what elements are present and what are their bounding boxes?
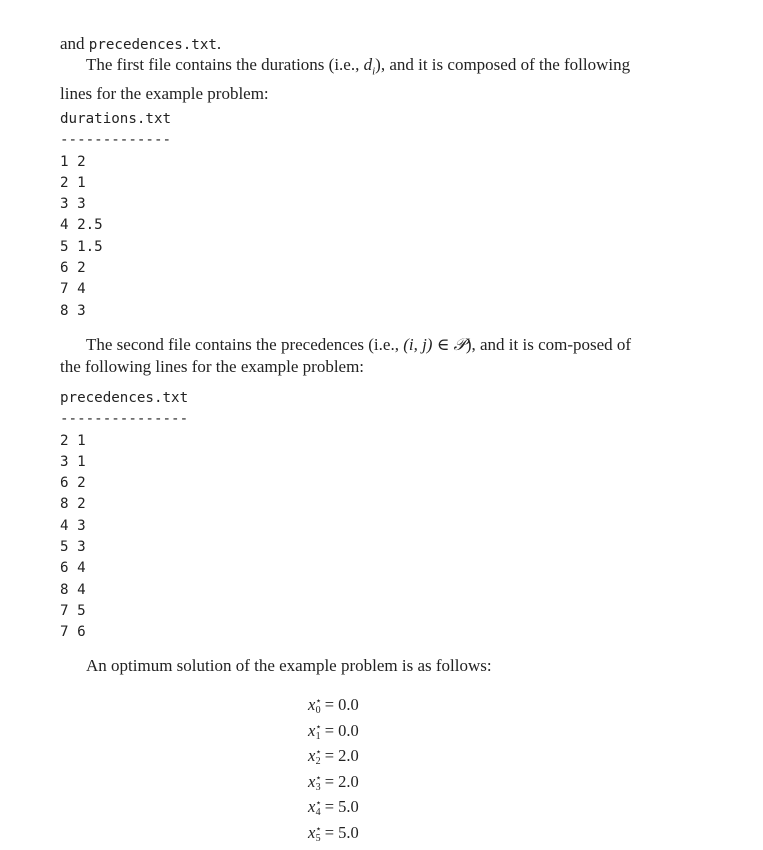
solution-star: ⋆	[315, 721, 322, 733]
solution-equation: $x^⋆_0 = 0.0$	[308, 695, 359, 716]
solution-index: 3	[315, 781, 321, 793]
durations-lines	[60, 152, 171, 322]
intro-text-before: and	[60, 34, 89, 53]
solution-variable: x	[308, 695, 316, 714]
solution-equations	[308, 691, 359, 845]
paragraph2-text-b: ), and it is com-posed of the following lines for the example problem:	[60, 335, 632, 376]
solution-equation: $x^⋆_3 = 2.0$	[308, 771, 359, 793]
durations-separator: -------------	[60, 132, 172, 149]
solution-star: ⋆	[315, 747, 322, 759]
intro-file-name: precedences.txt	[88, 37, 217, 53]
durations-line: 1 2	[60, 153, 86, 170]
durations-line: 7 4	[60, 281, 86, 298]
precedences-line: 7 5	[60, 602, 86, 619]
solution-value: 5.0	[338, 822, 359, 842]
solution-value: 5.0	[338, 797, 359, 817]
precedences-line: 8 2	[60, 496, 86, 513]
precedences-line: 8 4	[60, 581, 86, 598]
solution-star: ⋆	[315, 696, 322, 707]
solution-index: 4	[315, 807, 321, 819]
durations-line: 6 2	[60, 260, 86, 277]
precedences-line: 5 3	[60, 539, 86, 556]
solution-variable: x	[308, 720, 316, 740]
solution-index: 5	[315, 832, 321, 844]
solution-equation: $x^⋆_4 = 5.0$	[308, 797, 359, 819]
durations-file-listing	[60, 109, 171, 322]
solution-variable: x	[308, 771, 316, 791]
precedences-line: 6 2	[60, 475, 86, 492]
precedences-line: 3 1	[60, 453, 86, 470]
solution-index: 2	[315, 756, 321, 768]
paragraph1-text-b: ), and it is composed of the following lines for the example problem:	[60, 55, 631, 103]
solution-star: ⋆	[315, 772, 322, 784]
paragraph2-text-a: The second file contains the precedences (i.e.,	[86, 335, 404, 354]
solution-equation: $x^⋆_1 = 0.0$	[308, 720, 359, 742]
durations-line: 8 3	[60, 302, 86, 319]
precedences-line: 6 4	[60, 560, 86, 577]
solution-variable: x	[308, 822, 316, 842]
precedences-lines	[60, 431, 188, 644]
solution-equation: $x^⋆_5 = 5.0$	[308, 822, 359, 844]
durations-file-name: durations.txt	[60, 111, 172, 127]
solution-star: ⋆	[315, 798, 322, 810]
precedences-line: 2 1	[60, 432, 86, 449]
precedences-file-listing	[60, 388, 188, 644]
durations-line: 5 1.5	[60, 238, 103, 255]
precedences-separator: ---------------	[60, 411, 189, 428]
solution-index: 0	[315, 705, 321, 716]
solution-variable: x	[308, 797, 316, 817]
solution-star: ⋆	[315, 823, 322, 835]
solution-value: 2.0	[338, 746, 359, 766]
solution-variable: x	[308, 746, 316, 766]
solution-value: 2.0	[338, 771, 359, 791]
duration-subscript: i	[372, 65, 376, 78]
durations-line: 4 2.5	[60, 217, 103, 234]
paragraph-durations	[60, 54, 640, 104]
duration-symbol: d	[363, 55, 373, 74]
durations-line: 2 1	[60, 174, 86, 191]
precedences-line: 7 6	[60, 624, 86, 641]
solution-equation: $x^⋆_2 = 2.0$	[308, 746, 359, 768]
paragraph-solution: An optimum solution of the example problem is as follows:	[86, 656, 492, 675]
precedence-math: (i, j) ∈ 𝒫	[403, 335, 466, 354]
paragraph-precedences	[60, 334, 640, 377]
durations-line: 3 3	[60, 196, 86, 213]
precedences-file-name: precedences.txt	[60, 390, 189, 406]
solution-index: 1	[315, 730, 321, 742]
solution-value: 0.0	[338, 720, 359, 740]
solution-value: 0.0	[338, 695, 359, 714]
intro-line	[60, 33, 640, 57]
paragraph1-text-a: The first file contains the durations (i.e.,	[86, 55, 364, 74]
intro-text-after: .	[216, 34, 222, 53]
precedences-line: 4 3	[60, 517, 86, 534]
